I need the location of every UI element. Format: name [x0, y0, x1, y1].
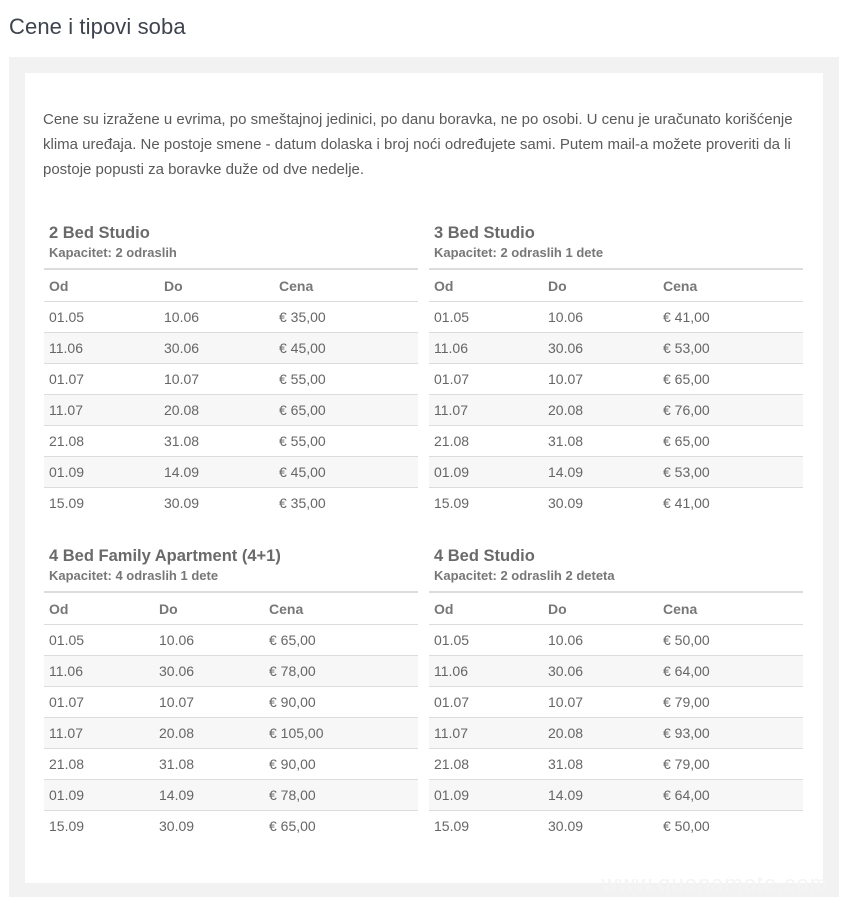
table-header-row: [44, 269, 418, 302]
cell-to: 31.08: [154, 749, 264, 780]
table-row: [44, 749, 418, 780]
cell-price: € 105,00: [264, 718, 418, 749]
header-price: Cena: [264, 592, 418, 625]
cell-price: € 64,00: [658, 780, 803, 811]
cell-price: € 45,00: [274, 333, 418, 364]
table-row: [429, 687, 803, 718]
table-row: [429, 488, 803, 519]
cell-to: 31.08: [159, 426, 274, 457]
cell-from: 01.07: [429, 687, 543, 718]
cell-to: 10.07: [154, 687, 264, 718]
cell-from: 01.05: [44, 625, 154, 656]
cell-to: 14.09: [543, 457, 658, 488]
cell-price: € 65,00: [658, 426, 803, 457]
cell-from: 21.08: [44, 426, 159, 457]
cell-from: 01.09: [429, 457, 543, 488]
cell-to: 31.08: [543, 426, 658, 457]
cell-price: € 50,00: [658, 625, 803, 656]
cell-to: 31.08: [543, 749, 658, 780]
cell-price: € 76,00: [658, 395, 803, 426]
table-row: [429, 457, 803, 488]
table-row: [44, 395, 418, 426]
table-header-row: [44, 592, 418, 625]
cell-from: 21.08: [429, 749, 543, 780]
room-card-4-bed-studio: [429, 545, 803, 841]
price-table: [429, 268, 803, 518]
cell-to: 30.09: [164, 495, 200, 511]
cell-price: € 53,00: [658, 457, 803, 488]
room-title: 4 Bed Family Apartment (4+1): [49, 547, 281, 565]
cell-price: € 78,00: [264, 780, 418, 811]
table-row: [429, 302, 803, 333]
cell-to: 30.06: [543, 656, 658, 687]
table-row: [44, 426, 418, 457]
cell-from: 01.07: [44, 687, 154, 718]
cell-from: 01.05: [429, 302, 543, 333]
cell-to: 14.09: [159, 457, 274, 488]
table-row: [44, 687, 418, 718]
table-row: [44, 718, 418, 749]
cell-to: 30.09: [159, 818, 195, 834]
cell-price: € 64,00: [658, 656, 803, 687]
cell-to: 20.08: [543, 718, 658, 749]
cell-price: € 41,00: [658, 302, 803, 333]
cell-price: € 65,00: [264, 625, 418, 656]
cell-to: 14.09: [154, 780, 264, 811]
table-row: [429, 718, 803, 749]
cell-to: 10.06: [159, 302, 274, 333]
cell-from: 01.05: [44, 302, 159, 333]
table-row: [44, 488, 418, 519]
cell-price: € 35,00: [274, 302, 418, 333]
table-row: [429, 811, 803, 842]
cell-to: 30.06: [543, 333, 658, 364]
room-card-4-bed-family-apartment: [44, 545, 418, 841]
cell-from: 11.07: [44, 395, 159, 426]
cell-from: 01.09: [44, 780, 154, 811]
cell-price: € 35,00: [279, 495, 326, 511]
table-header-row: [429, 592, 803, 625]
room-card-2-bed-studio: [44, 222, 418, 518]
cell-to: 20.08: [159, 395, 274, 426]
cell-price: € 50,00: [663, 818, 710, 834]
cell-price: € 78,00: [264, 656, 418, 687]
cell-from: 11.07: [429, 395, 543, 426]
cell-to: 30.06: [154, 656, 264, 687]
cell-to: 10.07: [543, 364, 658, 395]
header-from: Od: [44, 269, 159, 302]
cell-price: € 93,00: [658, 718, 803, 749]
cell-from: 11.07: [44, 718, 154, 749]
cell-from: 11.06: [429, 333, 543, 364]
room-capacity: Kapacitet: 2 odraslih: [49, 245, 177, 260]
table-row: [44, 333, 418, 364]
table-row: [429, 395, 803, 426]
table-row: [429, 333, 803, 364]
header-from: Od: [429, 269, 543, 302]
cell-from: 11.06: [429, 656, 543, 687]
cell-from: 15.09: [434, 495, 470, 511]
cell-to: 14.09: [543, 780, 658, 811]
cell-price: € 65,00: [658, 364, 803, 395]
cell-from: 11.06: [44, 656, 154, 687]
cell-price: € 65,00: [274, 395, 418, 426]
header-to: Do: [543, 592, 658, 625]
price-table: [429, 591, 803, 841]
table-row: [429, 656, 803, 687]
header-from: Od: [429, 592, 543, 625]
table-row: [44, 625, 418, 656]
page-title: Cene i tipovi soba: [9, 14, 186, 39]
header-to: Do: [159, 269, 274, 302]
cell-price: € 79,00: [658, 687, 803, 718]
cell-from: 21.08: [44, 749, 154, 780]
room-title: 3 Bed Studio: [434, 224, 535, 242]
table-row: [44, 811, 418, 842]
table-row: [44, 780, 418, 811]
cell-price: € 53,00: [658, 333, 803, 364]
room-capacity: Kapacitet: 4 odraslih 1 dete: [49, 568, 219, 583]
header-to: Do: [154, 592, 264, 625]
table-header-row: [429, 269, 803, 302]
table-row: [44, 364, 418, 395]
cell-from: 01.07: [429, 364, 543, 395]
cell-from: 01.09: [44, 457, 159, 488]
cell-to: 10.06: [154, 625, 264, 656]
room-capacity: Kapacitet: 2 odraslih 1 dete: [434, 245, 604, 260]
cell-price: € 79,00: [658, 749, 803, 780]
cell-to: 20.08: [543, 395, 658, 426]
cell-from: 21.08: [429, 426, 543, 457]
room-card-3-bed-studio: [429, 222, 803, 518]
table-row: [429, 749, 803, 780]
cell-from: 01.07: [44, 364, 159, 395]
room-title: 2 Bed Studio: [49, 224, 150, 242]
price-table: [44, 591, 418, 841]
cell-price: € 55,00: [274, 364, 418, 395]
table-row: [44, 302, 418, 333]
cell-to: 30.06: [159, 333, 274, 364]
cell-from: 15.09: [49, 495, 85, 511]
cell-to: 20.08: [154, 718, 264, 749]
header-to: Do: [543, 269, 658, 302]
table-row: [429, 780, 803, 811]
cell-from: 11.07: [429, 718, 543, 749]
price-table: [44, 268, 418, 518]
header-from: Od: [44, 592, 154, 625]
cell-price: € 90,00: [264, 749, 418, 780]
table-row: [44, 656, 418, 687]
cell-from: 15.09: [434, 818, 470, 834]
header-price: Cena: [658, 592, 803, 625]
room-title: 4 Bed Studio: [434, 547, 535, 565]
cell-price: € 55,00: [274, 426, 418, 457]
cell-to: 10.06: [543, 302, 658, 333]
cell-price: € 45,00: [274, 457, 418, 488]
cell-price: € 65,00: [269, 818, 316, 834]
intro-text: Cene su izražene u evrima, po smeštajnoj jedinici, po danu boravka, ne po osobi. U cenu je uračunato korišćenje klima uređaja. Ne postoje smene - datum dolaska i broj noći određujete sami. Putem mail-a možete proveriti da li postoje popusti za boravke duže od dve nedelje.: [43, 111, 793, 178]
cell-from: 11.06: [44, 333, 159, 364]
cell-price: € 90,00: [264, 687, 418, 718]
table-row: [429, 625, 803, 656]
cell-to: 10.06: [543, 625, 658, 656]
header-price: Cena: [658, 269, 803, 302]
room-capacity: Kapacitet: 2 odraslih 2 deteta: [434, 568, 615, 583]
cell-to: 30.09: [548, 495, 584, 511]
cell-from: 01.09: [429, 780, 543, 811]
cell-from: 01.05: [429, 625, 543, 656]
table-row: [44, 457, 418, 488]
cell-to: 10.07: [159, 364, 274, 395]
watermark-text: www.quenamote.com: [601, 871, 829, 896]
content-panel: [9, 57, 839, 897]
cell-to: 30.09: [548, 818, 584, 834]
table-row: [429, 364, 803, 395]
cell-from: 15.09: [49, 818, 85, 834]
content-card: [25, 73, 823, 883]
cell-to: 10.07: [543, 687, 658, 718]
header-price: Cena: [274, 269, 418, 302]
table-row: [429, 426, 803, 457]
cell-price: € 41,00: [663, 495, 710, 511]
